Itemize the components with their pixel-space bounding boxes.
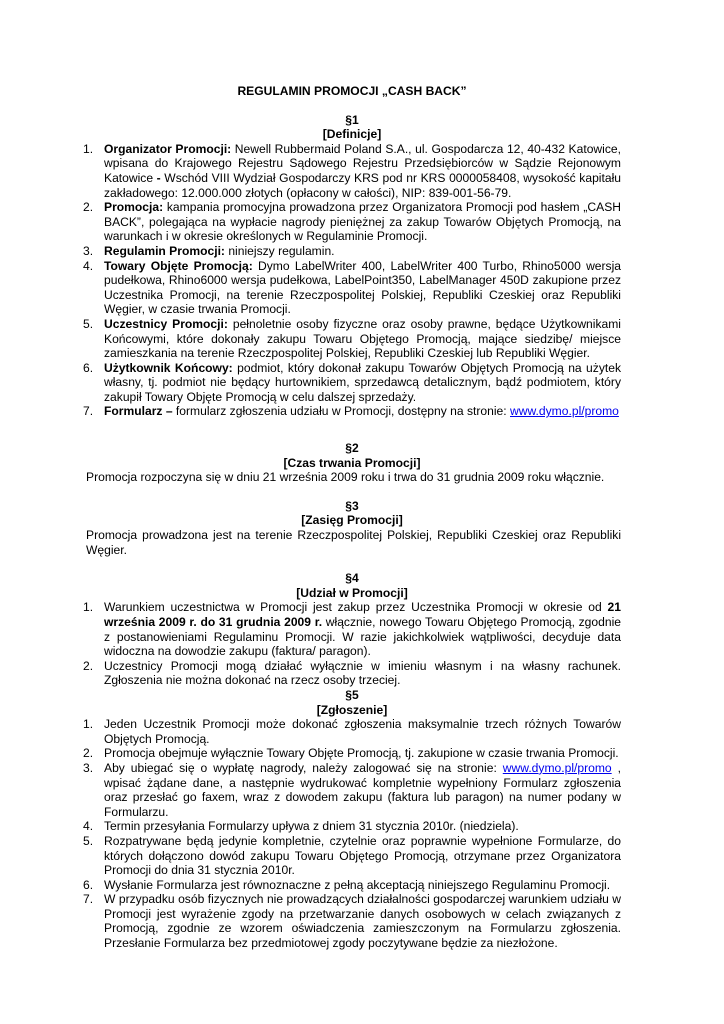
section-4-number: §4 [345,571,359,586]
list-item: 2. Uczestnicy Promocji mogą działać wyłącznie w imieniu własnym i na własny rachunek. Zgłoszenia nie można dokonać na rzecz osoby trzeciej. [83,658,621,688]
section-5-heading: [Zgłoszenie] [316,702,388,717]
list-item: 5. Uczestnicy Promocji: pełnoletnie osoby fizyczne oraz osoby prawne, będące Użytkownikami Końcowymi, które dokonały zakupu Towaru Objętego Promocją, mające siedzibę/ miejsce zamieszkania na terenie Rzeczpospolitej Polskiej, Republiki Czeskiej lub Republiki Węgier. [83,316,621,361]
promo-link[interactable]: www.dymo.pl/promo [510,404,619,419]
list-item: 2. Promocja obejmuje wyłącznie Towary Objęte Promocją, tj. zakupione w czasie trwania Promocji. [83,746,619,761]
list-item: 7. Formularz – formularz zgłoszenia udziału w Promocji, dostępny na stronie: www.dymo.pl/promo [83,404,619,419]
section-4-heading: [Udział w Promocji] [296,585,408,600]
section-3-number: §3 [345,498,359,513]
list-item: 4. Termin przesyłania Formularzy upływa z dniem 31 stycznia 2010r. (niedziela). [83,819,519,834]
section-1-heading: [Definicje] [322,127,382,142]
list-item: 2. Promocja: kampania promocyjna prowadzona przez Organizatora Promocji pod hasłem „CASH BACK”, polegająca na wypłacie nagrody pieniężnej za zakup Towarów Objętych Promocją, na warunkach i w okresie określonych w Regulaminie Promocji. [83,200,621,244]
list-item: 6. Użytkownik Końcowy: podmiot, który dokonał zakupu Towarów Objętych Promocją na użytek własny, tj. podmiot nie będący hurtownikiem, sprzedawcą detalicznym, bądź podmiotem, który zakupił Towary Objęte Promocją w celu dalszej sprzedaży. [83,360,622,404]
section-4-list [83,600,621,688]
section-2-text: Promocja rozpoczyna się w dniu 21 września 2009 roku i trwa do 31 grudnia 2009 roku włącznie. [86,470,605,485]
section-2-heading: [Czas trwania Promocji] [283,455,421,470]
section-3-heading: [Zasięg Promocji] [301,513,403,528]
list-item: 1. Warunkiem uczestnictwa w Promocji jest zakup przez Uczestnika Promocji w okresie od 21 września 2009 r. do 31 grudnia 2009 r. włącznie, nowego Towaru Objętego Promocją, zgodnie z postanowieniami Regulaminu Promocji. W razie jakichkolwiek wątpliwości, decyduje data widoczna na dowodzie zakupu (faktura/ paragon). [83,600,621,659]
list-item: 7. W przypadku osób fizycznych nie prowadzących działalności gospodarczej warunkiem udziału w Promocji jest wyrażenie zgody na przetwarzanie danych osobowych w celach związanych z Promocją, zgodnie ze wzorem oświadczenia zamieszczonym na Formularzu zgłoszenia. Przesłanie Formularza bez przedmiotowej zgody poczytywane będzie za niezłożone. [83,892,621,951]
list-item: 5. Rozpatrywane będą jedynie kompletnie, czytelnie oraz poprawnie wypełnione Formularze, do których dołączono dowód zakupu Towaru Objętego Promocją, otrzymane przez Organizatora Promocji do dnia 31 stycznia 2010r. [83,833,621,878]
document-title: REGULAMIN PROMOCJI „CASH BACK” [237,84,467,98]
section-3-text: Promocja prowadzona jest na terenie Rzeczpospolitej Polskiej, Republiki Czeskiej oraz Republiki Węgier. [86,528,621,557]
list-item: 1. Organizator Promocji: Newell Rubbermaid Poland S.A., ul. Gospodarcza 12, 40-432 Katowice, wpisana do Krajowego Rejestru Sądowego Rejestru Przedsiębiorców w Sądzie Rejonowym Katowice - Wschód VIII Wydział Gospodarczy KRS pod nr KRS 0000058408, wysokość kapitału zakładowego: 12.000.000 złotych (opłacony w całości), NIP: 839-001-56-79. [83,141,621,200]
section-1-number: §1 [345,112,359,127]
list-item: 3. Aby ubiegać się o wypłatę nagrody, należy zalogować się na stronie: www.dymo.pl/promo , wpisać żądane dane, a następnie wydrukować kompletnie wypełniony Formularz zgłoszenia oraz przesłać go faxem, wraz z dowodem zakupu (faktura lub paragon) na numer podany w Formularzu. [83,760,621,819]
list-item: 4. Towary Objęte Promocją: Dymo LabelWriter 400, LabelWriter 400 Turbo, Rhino5000 wersja pudełkowa, Rhino6000 wersja pudełkowa, LabelPoint350, LabelManager 450D zakupione przez Uczestnika Promocji, na terenie Rzeczpospolitej Polskiej, Republiki Czeskiej oraz Republiki Węgier, w czasie trwania Promocji. [83,258,622,317]
section-2-number: §2 [345,441,359,456]
section-1-list [83,142,621,419]
list-item: 6. Wysłanie Formularza jest równoznaczne z pełną akceptacją niniejszego Regulaminu Promocji. [83,877,611,892]
list-item: 3. Regulamin Promocji: niniejszy regulamin. [83,243,335,258]
section-5-number: §5 [345,687,359,702]
list-item: 1. Jeden Uczestnik Promocji może dokonać zgłoszenia maksymalnie trzech różnych Towarów Objętych Promocją. [83,717,621,746]
section-5-list [83,717,621,951]
promo-link[interactable]: www.dymo.pl/promo [502,760,612,775]
